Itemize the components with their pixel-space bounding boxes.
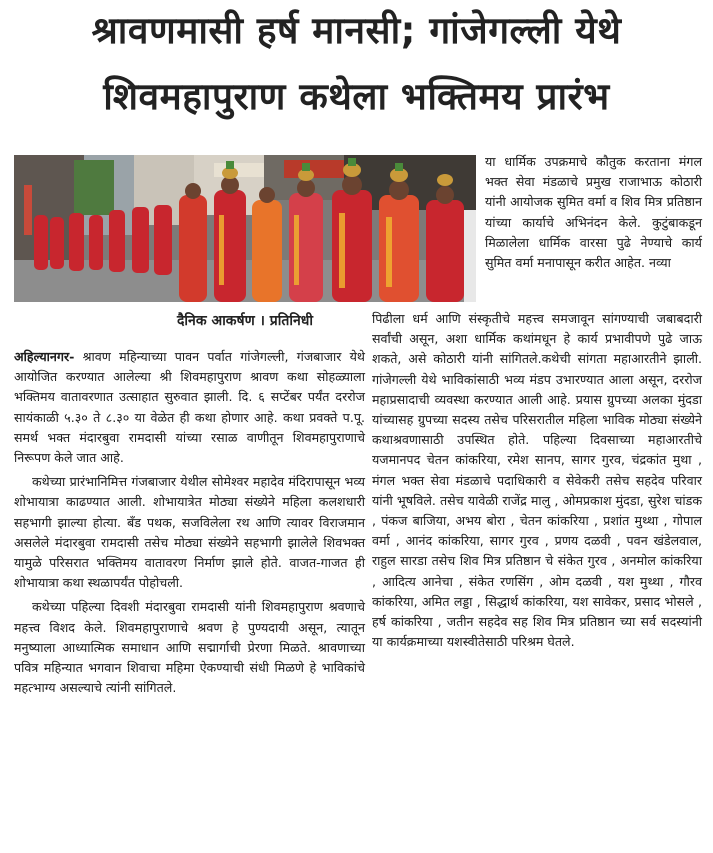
left-paragraph-2: कथेच्या प्रारंभानिमित्त गंजबाजार येथील सोमेश्वर महादेव मंदिरापासून भव्य शोभायात्रा काढण्यात आली. शोभायात्रेत मोठ्या संख्येने महिला कलशधारी सहभागी झाल्या होत्या. बँड पथक, सजविलेला रथ आणि त्यावर विराजमान असलेले मंदारबुवा रामदासी तसेच मोठ्या संख्येने सहभागी झालेले शिवभक्त यामुळे परिसरात भक्तिमय वातावरण निर्माण झाले होते. वाजत-गाजत ही शोभायात्रा कथा स्थळापर्यंत पोहोचली. <box>14 474 365 591</box>
right-column-top-paragraph: या धार्मिक उपक्रमाचे कौतुक करताना मंगल भक्त सेवा मंडळाचे प्रमुख राजाभाऊ कोठारी यांनी आयोजक सुमित वर्मा व शिव मित्र प्रतिष्ठान यांच्या कार्याचे अभिनंदन केले. कुटुंबाकडून मिळालेला धार्मिक वारसा पुढे नेण्याचे कार्य सुमित वर्मा मनापासून करीत आहेत. नव्या <box>485 154 702 271</box>
headline-line-2: शिवमहापुराण कथेला भक्तिमय प्रारंभ <box>103 75 610 118</box>
right-column-paragraph: पिढीला धर्म आणि संस्कृतीचे महत्त्व समजावून सांगण्याची जबाबदारी सर्वांची असून, अशा धार्मिक कथांमधून हे कार्य प्रभावीपणे पुढे जाऊ शकते, असे कोठारी यांनी सांगितले.कथेची सांगता महाआरतीने झाली. गांजेगल्ली येथे भाविकांसाठी भव्य मंडप उभारण्यात आला असून, दररोज महाप्रसादाची व्यवस्था करण्यात आली आहे. प्रयास ग्रुपच्या अलका मुंदडा यांच्यासह ग्रुपच्या सदस्य तसेच परिसरातील महिला भाविक मोठ्या संख्येने कथाश्रवणासाठी उपस्थित होते. पहिल्या दिवसाच्या महाआरतीचे यजमानपद चेतन कांकरिया, रमेश सानप, सागर गुरव, चंद्रकांत मुथा , मंगल भक्त सेवा मंडळाचे पदाधिकारी व सेवेकरी तसेच सहदेव परिवार यांनी भूषविले. तसेच यावेळी राजेंद्र मालु , ओमप्रकाश मुंदडा, सुरेश चांडक , पंकज बाजिया, अभय बोरा , चेतन कांकरिया , प्रशांत मुथ्था , गोपाल वर्मा , आनंद कांकरिया, सागर गुरव , प्रणय दळवी , पवन खंडेलवाल, राहुल सारडा तसेच शिव मित्र प्रतिष्ठान चे संकेत गुरव , अनमोल कांकरिया , आदित्य आनेचा , संकेत रणसिंग , ओम दळवी , यश मुथ्था , गौरव कांकरिया, अमित लड्डा , सिद्धार्थ कांकरिया, यश सावेकर, प्रसाद भोसले , हर्ष कांकरिया , जतीन सहदेव सह शिव मित्र प्रतिष्ठान च्या सर्व सदस्यांनी या कार्यक्रमाच्या यशस्वीतेसाठी परिश्रम घेतले. <box>372 311 702 650</box>
left-paragraph-1: अहिल्यानगर- श्रावण महिन्याच्या पावन पर्वात गांजेगल्ली, गंजबाजार येथे आयोजित करण्यात आलेल्या श्री शिवमहापुराण श्रावण कथा सोहळ्याला भक्तिमय वातावरणात उत्साहात सुरुवात झाली. दि. ६ सप्टेंबर पर्यंत दररोज सायंकाळी ५.३० ते ८.३० या वेळेत ही कथा होणार आहे. कथा प्रवक्ते प.पू. समर्थ भक्त मंदारबुवा रामदासी यांच्या रसाळ वाणीतून शिवमहापुराणाचे निरूपण केले जात आहे. <box>14 349 365 466</box>
procession-photo <box>14 155 476 302</box>
left-column <box>14 347 365 698</box>
left-paragraph-3: कथेच्या पहिल्या दिवशी मंदारबुवा रामदासी यांनी शिवमहापुराण श्रवणाचे महत्त्व विशद केले. शिवमहापुराणाचे श्रवण हे पुण्यदायी असून, त्यातून मनुष्याला आध्यात्मिक समाधान आणि सद्मार्गाची प्रेरणा मिळते. श्रावणाच्या पवित्र महिन्यात भगवान शिवाचा महिमा ऐकण्याची संधी मिळणे हे भाविकांचे महत्भाग्य असल्याचे त्यांनी सांगितले. <box>14 599 365 696</box>
dateline: अहिल्यानगर- <box>14 349 75 364</box>
byline: दैनिक आकर्षण । प्रतिनिधी <box>177 313 313 329</box>
headline-line-1: श्रावणमासी हर्ष मानसी; गांजेगल्ली येथे <box>91 9 622 52</box>
